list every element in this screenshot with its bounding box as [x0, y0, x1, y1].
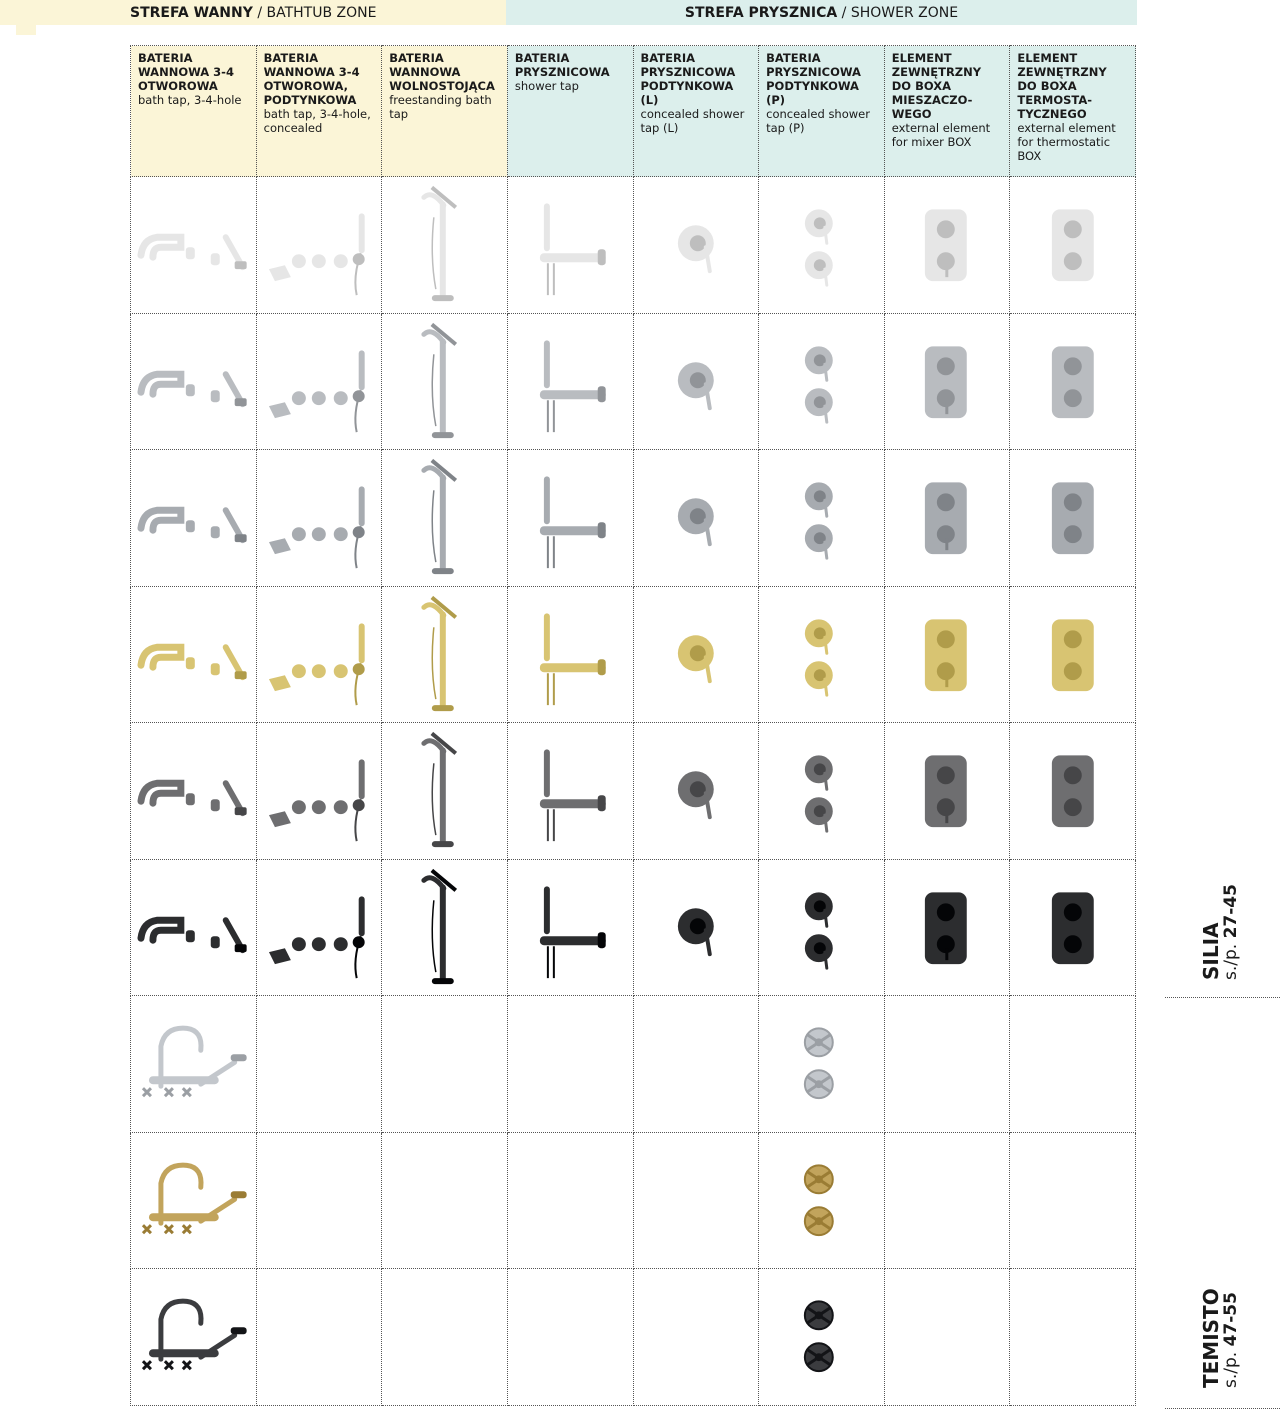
product-image	[257, 314, 382, 450]
product-image	[634, 587, 759, 723]
product-image	[257, 860, 382, 996]
product-image	[759, 450, 884, 586]
corner-tab	[16, 25, 36, 35]
product-cell	[131, 996, 257, 1133]
product-image	[131, 177, 256, 313]
product-cell	[1010, 177, 1136, 314]
product-cell	[382, 586, 508, 723]
product-row-4	[131, 586, 1136, 723]
column-title-pl: BATERIA WANNOWA WOLNOSTOJĄCA	[389, 51, 495, 93]
series-divider-silia	[1165, 997, 1280, 998]
column-header-row	[131, 46, 1136, 177]
product-cell	[1010, 1132, 1136, 1269]
product-image	[759, 177, 884, 313]
column-title-en: shower tap	[514, 79, 579, 93]
product-cell	[884, 1132, 1010, 1269]
column-title-en: external element for thermostatic BOX	[1017, 121, 1116, 163]
product-cell	[1010, 450, 1136, 587]
product-cell	[507, 859, 633, 996]
product-cell	[131, 313, 257, 450]
product-cell	[633, 723, 759, 860]
product-cell	[256, 723, 382, 860]
product-cell	[507, 586, 633, 723]
column-title-en: bath tap, 3-4-hole, concealed	[263, 107, 371, 135]
product-cell	[131, 450, 257, 587]
product-image	[508, 450, 633, 586]
product-image	[382, 450, 507, 586]
column-title-pl: BATERIA PRYSZNICOWA	[514, 51, 610, 79]
product-cell	[884, 859, 1010, 996]
product-image	[131, 996, 256, 1132]
product-cell	[1010, 313, 1136, 450]
column-title-en: concealed shower tap (L)	[640, 107, 745, 135]
product-cell	[507, 313, 633, 450]
product-cell	[507, 1132, 633, 1269]
product-image	[634, 177, 759, 313]
product-cell	[1010, 996, 1136, 1133]
product-cell	[759, 723, 885, 860]
column-header-6	[759, 46, 885, 177]
product-image	[508, 723, 633, 859]
product-cell	[884, 996, 1010, 1133]
column-title-pl: BATERIA WANNOWA 3-4 OTWOROWA, PODTYNKOWA	[263, 51, 360, 107]
product-image	[131, 723, 256, 859]
product-cell	[382, 450, 508, 587]
product-image	[634, 450, 759, 586]
column-header-2	[256, 46, 382, 177]
product-image	[759, 723, 884, 859]
series-ref-temisto	[1222, 1288, 1241, 1388]
product-cell	[256, 1269, 382, 1406]
product-image	[257, 177, 382, 313]
product-cell	[507, 450, 633, 587]
product-cell	[256, 996, 382, 1133]
product-cell	[131, 1132, 257, 1269]
series-ref-pages-silia: 27-45	[1221, 884, 1241, 939]
product-cell	[256, 1132, 382, 1269]
product-image	[1010, 177, 1135, 313]
product-cell	[759, 313, 885, 450]
product-cell	[382, 1269, 508, 1406]
product-cell	[256, 450, 382, 587]
product-row-7	[131, 996, 1136, 1133]
product-cell	[1010, 723, 1136, 860]
product-cell	[256, 859, 382, 996]
product-cell	[1010, 586, 1136, 723]
product-image	[131, 450, 256, 586]
product-cell	[884, 313, 1010, 450]
product-image	[885, 450, 1010, 586]
series-label-silia	[1200, 884, 1241, 980]
product-image	[508, 860, 633, 996]
product-image	[257, 587, 382, 723]
product-cell	[633, 313, 759, 450]
product-cell	[382, 177, 508, 314]
series-name-temisto: TEMISTO	[1199, 1288, 1223, 1388]
product-cell	[633, 996, 759, 1133]
product-image	[131, 1133, 256, 1269]
column-title-pl: BATERIA WANNOWA 3-4 OTWOROWA	[138, 51, 234, 93]
product-image	[759, 996, 884, 1132]
product-cell	[382, 723, 508, 860]
product-row-3	[131, 450, 1136, 587]
series-ref-prefix-temisto: s./p.	[1221, 1346, 1241, 1388]
product-image	[382, 177, 507, 313]
column-header-5	[633, 46, 759, 177]
product-cell	[382, 1132, 508, 1269]
product-image	[634, 723, 759, 859]
product-image	[131, 1269, 256, 1405]
product-cell	[256, 313, 382, 450]
product-image	[759, 314, 884, 450]
column-header-7	[884, 46, 1010, 177]
series-ref-prefix-silia: s./p.	[1221, 938, 1241, 980]
column-header-3	[382, 46, 508, 177]
product-image	[257, 723, 382, 859]
product-cell	[1010, 859, 1136, 996]
product-image	[382, 723, 507, 859]
product-row-5	[131, 723, 1136, 860]
product-cell	[382, 996, 508, 1133]
product-image	[759, 587, 884, 723]
product-cell	[759, 586, 885, 723]
column-title-en: freestanding bath tap	[389, 93, 492, 121]
product-image	[1010, 723, 1135, 859]
product-cell	[131, 177, 257, 314]
product-cell	[507, 996, 633, 1133]
product-image	[382, 587, 507, 723]
product-image	[1010, 860, 1135, 996]
product-cell	[633, 1269, 759, 1406]
product-cell	[759, 859, 885, 996]
product-image	[1010, 314, 1135, 450]
product-cell	[131, 1269, 257, 1406]
column-header-4	[507, 46, 633, 177]
product-image	[382, 314, 507, 450]
product-cell	[131, 859, 257, 996]
product-image	[508, 314, 633, 450]
series-ref-silia	[1222, 884, 1241, 980]
product-row-6	[131, 859, 1136, 996]
product-image	[759, 1269, 884, 1405]
product-image	[759, 1133, 884, 1269]
product-image	[131, 587, 256, 723]
shower-zone-title: STREFA PRYSZNICA	[684, 4, 838, 21]
product-cell	[382, 313, 508, 450]
product-cell	[256, 177, 382, 314]
product-cell	[884, 450, 1010, 587]
product-image	[1010, 450, 1135, 586]
column-title-en: external element for mixer BOX	[891, 121, 991, 149]
product-image	[131, 860, 256, 996]
product-cell	[131, 586, 257, 723]
product-image	[257, 450, 382, 586]
product-image	[885, 587, 1010, 723]
bathtub-zone-header	[0, 0, 506, 25]
column-header-1	[131, 46, 257, 177]
series-ref-pages-temisto: 47-55	[1221, 1292, 1241, 1347]
product-cell	[633, 450, 759, 587]
product-image	[131, 314, 256, 450]
product-cell	[633, 859, 759, 996]
product-image	[634, 860, 759, 996]
product-cell	[256, 586, 382, 723]
product-cell	[633, 1132, 759, 1269]
product-image	[382, 860, 507, 996]
product-row-1	[131, 177, 1136, 314]
bathtub-zone-title: STREFA WANNY	[130, 4, 253, 21]
product-row-8	[131, 1132, 1136, 1269]
column-title-pl: BATERIA PRYSZNICOWA PODTYNKOWA (L)	[640, 51, 736, 107]
product-cell	[759, 1269, 885, 1406]
product-cell	[759, 177, 885, 314]
shower-zone-subtitle: / SHOWER ZONE	[837, 4, 959, 21]
product-cell	[759, 1132, 885, 1269]
product-cell	[1010, 1269, 1136, 1406]
product-image	[885, 723, 1010, 859]
series-divider-temisto	[1165, 1408, 1280, 1409]
product-image	[1010, 587, 1135, 723]
product-cell	[507, 177, 633, 314]
product-image	[885, 860, 1010, 996]
series-name-silia: SILIA	[1199, 922, 1223, 980]
column-title-pl: BATERIA PRYSZNICOWA PODTYNKOWA (P)	[766, 51, 861, 107]
product-image	[885, 314, 1010, 450]
product-matrix-body	[131, 177, 1136, 1406]
product-cell	[884, 1269, 1010, 1406]
product-cell	[884, 177, 1010, 314]
column-title-en: concealed shower tap (P)	[766, 107, 870, 135]
product-image	[634, 314, 759, 450]
product-cell	[382, 859, 508, 996]
product-cell	[633, 586, 759, 723]
product-image	[759, 860, 884, 996]
product-cell	[507, 723, 633, 860]
column-header-8	[1010, 46, 1136, 177]
product-cell	[884, 723, 1010, 860]
column-title-pl: ELEMENT ZEWNĘTRZNY DO BOXA MIESZACZO-WEGO	[891, 51, 982, 121]
column-title-pl: ELEMENT ZEWNĘTRZNY DO BOXA TERMOSTA-TYCZNEGO	[1017, 51, 1107, 121]
column-title-en: bath tap, 3-4-hole	[138, 93, 242, 107]
product-image	[508, 177, 633, 313]
product-row-9	[131, 1269, 1136, 1406]
product-cell	[884, 586, 1010, 723]
series-label-temisto	[1200, 1288, 1241, 1388]
product-image	[885, 177, 1010, 313]
product-cell	[507, 1269, 633, 1406]
product-matrix-table	[130, 45, 1136, 1406]
bathtub-zone-subtitle: / BATHTUB ZONE	[252, 4, 377, 21]
shower-zone-header	[506, 0, 1137, 25]
product-cell	[131, 723, 257, 860]
product-row-2	[131, 313, 1136, 450]
product-cell	[759, 450, 885, 587]
product-cell	[759, 996, 885, 1133]
product-cell	[633, 177, 759, 314]
product-image	[508, 587, 633, 723]
